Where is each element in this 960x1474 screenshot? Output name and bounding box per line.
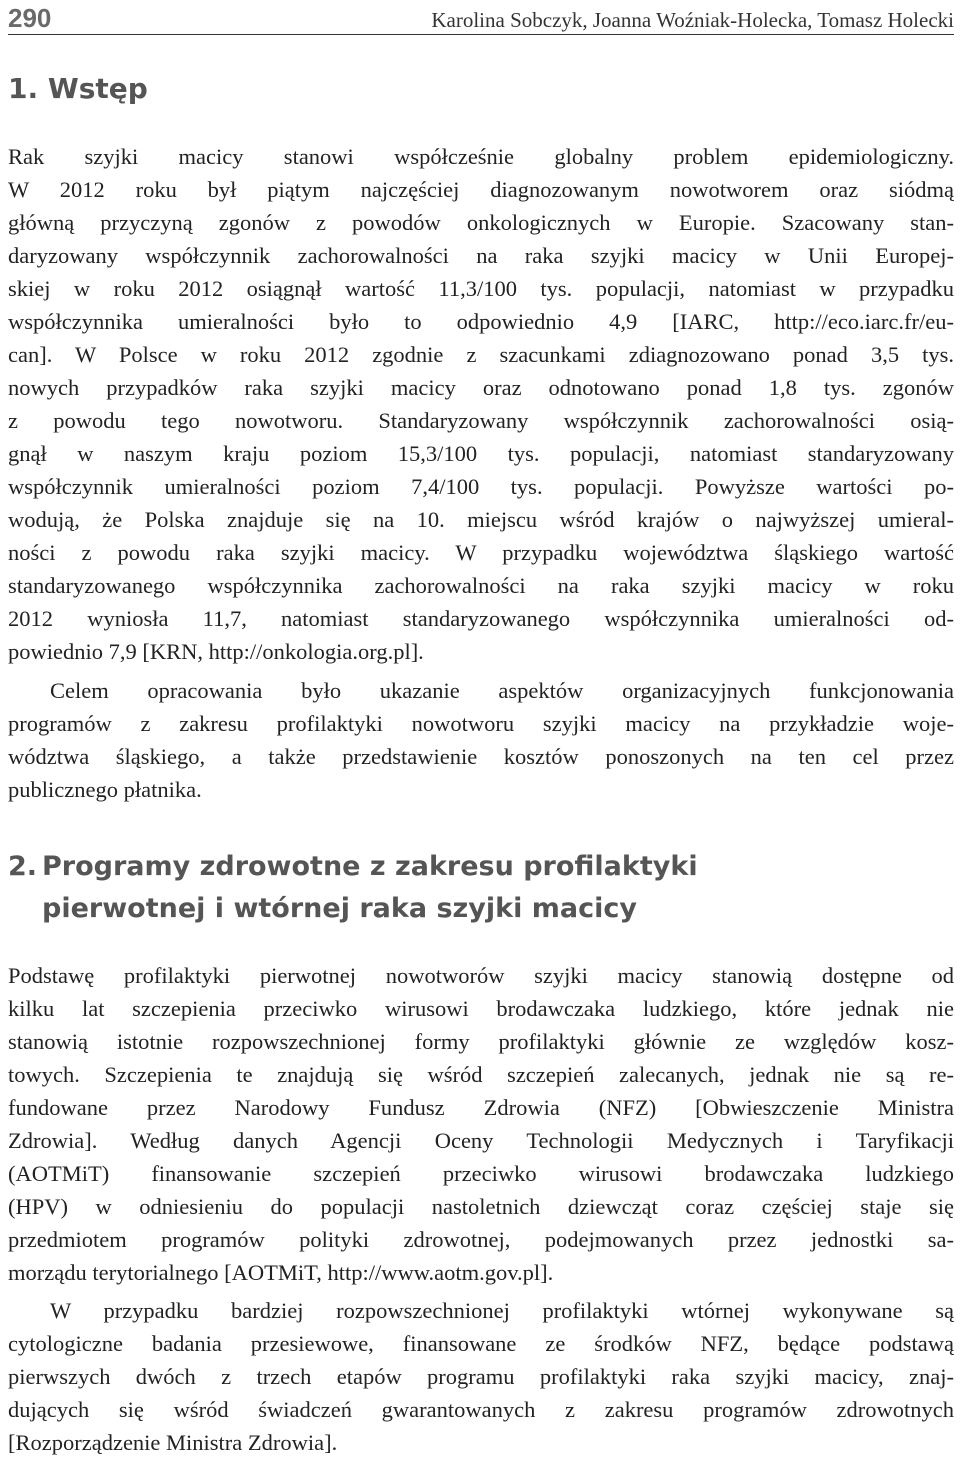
section-2-title-line: Programy zdrowotne z zakresu profilaktyki [42, 851, 698, 882]
text-line: nowych przypadków raka szyjki macicy oraz odnotowano ponad 1,8 tys. zgonów [8, 375, 954, 400]
text-line: stanowią istotnie rozpowszechnionej formy profilaktyki głównie ze względów kosz- [8, 1029, 954, 1054]
text-line: daryzowany współczynnik zachorowalności na raka szyjki macicy w Unii Europej- [8, 243, 954, 268]
section-2-heading [8, 846, 948, 930]
text-line: wodują, że Polska znajduje się na 10. miejscu wśród krajów o najwyższej umieral- [8, 507, 954, 532]
text-line: W przypadku bardziej rozpowszechnionej profilaktyki wtórnej wykonywane są [50, 1298, 954, 1323]
text-line: W 2012 roku był piątym najczęściej diagnozowanym nowotworem oraz siódmą [8, 177, 954, 202]
text-line: przedmiotem programów polityki zdrowotnej, podejmowanych przez jednostki sa- [8, 1227, 954, 1252]
text-line: powiednio 7,9 [KRN, http://onkologia.org.pl]. [8, 639, 424, 664]
section-1-paragraph-2 [8, 674, 954, 806]
text-line: programów z zakresu profilaktyki nowotworu szyjki macicy na przykładzie woje- [8, 711, 954, 736]
text-line: gnął w naszym kraju poziom 15,3/100 tys. populacji, natomiast standaryzowany [8, 441, 954, 466]
section-1-paragraph-1 [8, 140, 954, 668]
running-header [8, 2, 954, 35]
text-line: wództwa śląskiego, a także przedstawienie kosztów ponoszonych na ten cel przez [8, 744, 954, 769]
section-2-number: 2. [8, 851, 38, 882]
text-line: ności z powodu raka szyjki macicy. W przypadku województwa śląskiego wartość [8, 540, 954, 565]
text-line: Zdrowia]. Według danych Agencji Oceny Technologii Medycznych i Taryfikacji [8, 1128, 954, 1153]
text-line: główną przyczyną zgonów z powodów onkologicznych w Europie. Szacowany stan- [8, 210, 954, 235]
text-line: Rak szyjki macicy stanowi współcześnie globalny problem epidemiologiczny. [8, 144, 954, 169]
section-1-heading: 1. Wstęp [8, 72, 148, 105]
text-line: współczynnika umieralności było to odpowiednio 4,9 [IARC, http://eco.iarc.fr/eu- [8, 309, 954, 334]
section-2-paragraph-2 [8, 1294, 954, 1459]
section-2-paragraph-1 [8, 959, 954, 1289]
text-line: dujących się wśród świadczeń gwarantowanych z zakresu programów zdrowotnych [8, 1397, 954, 1422]
text-line: Celem opracowania było ukazanie aspektów organizacyjnych funkcjonowania [50, 678, 954, 703]
text-line: skiej w roku 2012 osiągnął wartość 11,3/100 tys. populacji, natomiast w przypadku [8, 276, 954, 301]
text-line: can]. W Polsce w roku 2012 zgodnie z szacunkami zdiagnozowano ponad 3,5 tys. [8, 342, 954, 367]
section-2-title-line: pierwotnej i wtórnej raka szyjki macicy [42, 893, 637, 924]
text-line: towych. Szczepienia te znajdują się wśród szczepień zalecanych, jednak nie są re- [8, 1062, 954, 1087]
text-line: współczynnik umieralności poziom 7,4/100 tys. populacji. Powyższe wartości po- [8, 474, 954, 499]
text-line: morządu terytorialnego [AOTMiT, http://www.aotm.gov.pl]. [8, 1260, 554, 1285]
text-line: [Rozporządzenie Ministra Zdrowia]. [8, 1430, 338, 1455]
text-line: cytologiczne badania przesiewowe, finansowane ze środków NFZ, będące podstawą [8, 1331, 954, 1356]
text-line: publicznego płatnika. [8, 777, 202, 802]
text-line: pierwszych dwóch z trzech etapów programu profilaktyki raka szyjki macicy, znaj- [8, 1364, 954, 1389]
text-line: z powodu tego nowotworu. Standaryzowany współczynnik zachorowalności osią- [8, 408, 954, 433]
text-line: Podstawę profilaktyki pierwotnej nowotworów szyjki macicy stanowią dostępne od [8, 963, 954, 988]
text-line: 2012 wyniosła 11,7, natomiast standaryzowanego współczynnika umieralności od- [8, 606, 954, 631]
text-line: standaryzowanego współczynnika zachorowalności na raka szyjki macicy w roku [8, 573, 954, 598]
text-line: (HPV) w odniesieniu do populacji nastoletnich dziewcząt coraz częściej staje się [8, 1194, 954, 1219]
text-line: kilku lat szczepienia przeciwko wirusowi brodawczaka ludzkiego, które jednak nie [8, 996, 954, 1021]
text-line: fundowane przez Narodowy Fundusz Zdrowia (NFZ) [Obwieszczenie Ministra [8, 1095, 954, 1120]
text-line: (AOTMiT) finansowanie szczepień przeciwko wirusowi brodawczaka ludzkiego [8, 1161, 954, 1186]
running-head-authors: Karolina Sobczyk, Joanna Woźniak-Holecka, Tomasz Holecki [431, 8, 954, 32]
page-number: 290 [8, 3, 52, 33]
